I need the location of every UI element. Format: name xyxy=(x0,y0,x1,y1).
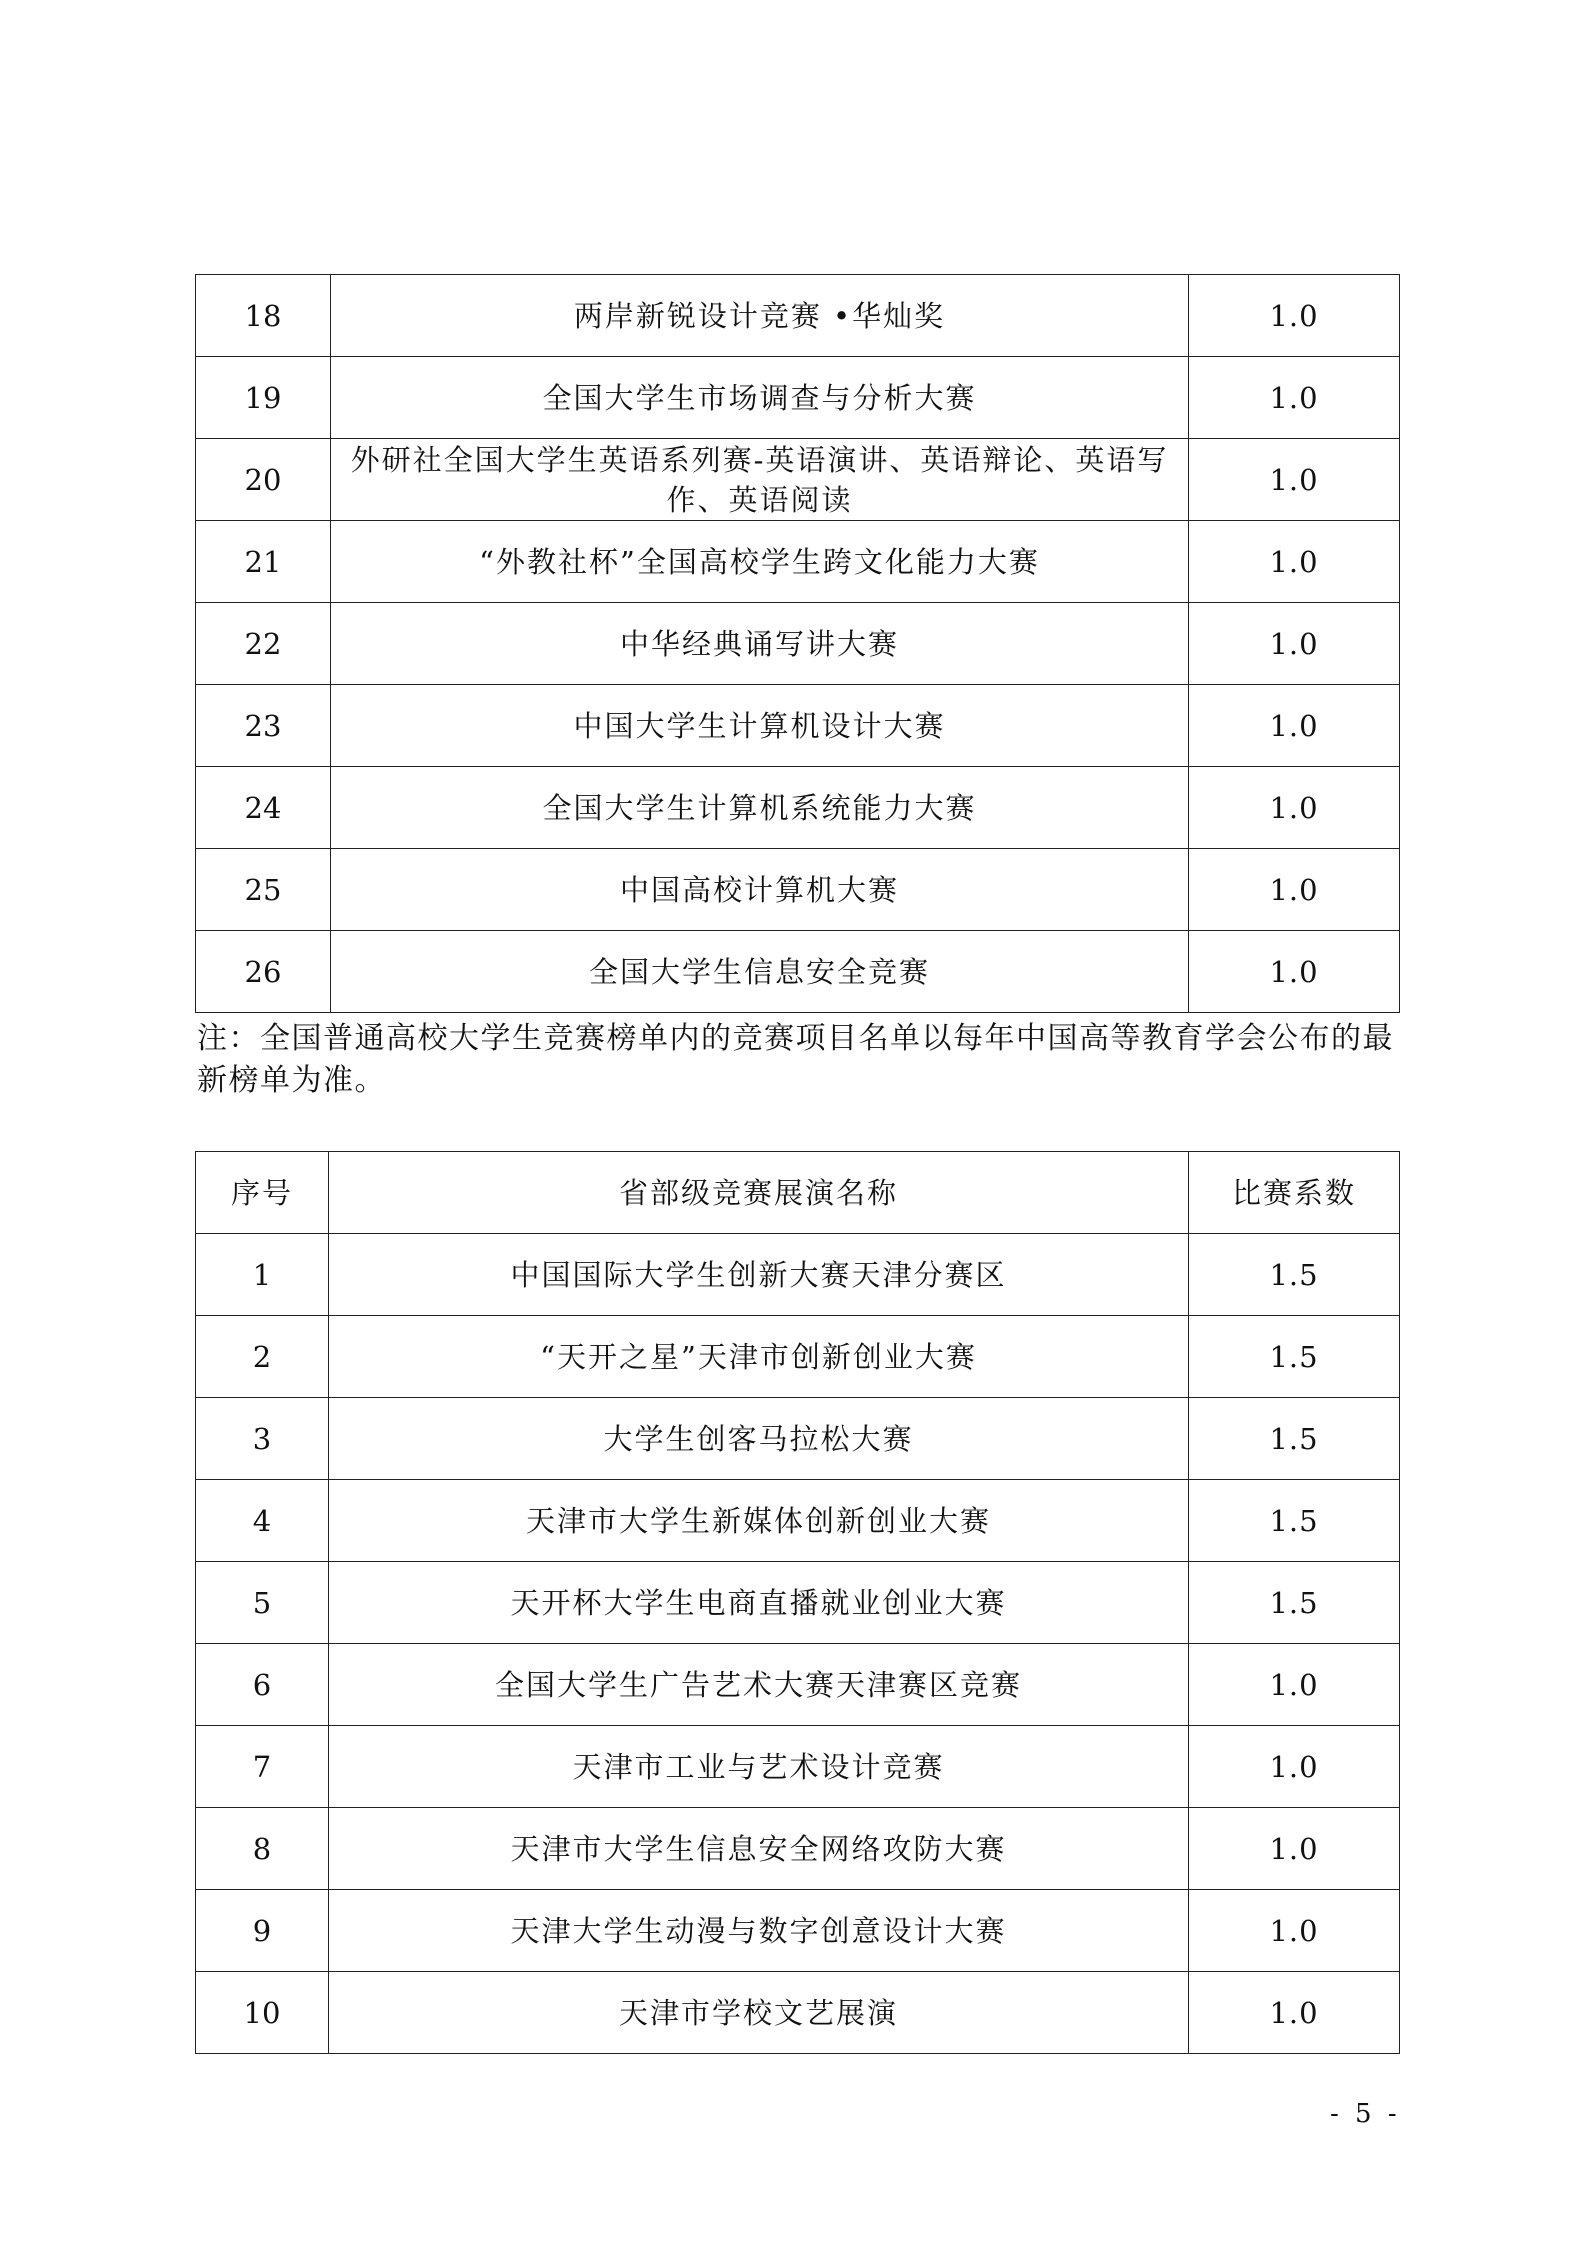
competition-coefficient: 1.0 xyxy=(1189,1972,1400,2054)
row-number: 4 xyxy=(196,1480,329,1562)
competition-table-provincial xyxy=(195,1151,1400,2054)
competition-name: 天津市工业与艺术设计竞赛 xyxy=(329,1726,1189,1808)
competition-coefficient: 1.0 xyxy=(1189,767,1400,849)
competition-coefficient: 1.5 xyxy=(1189,1316,1400,1398)
competition-coefficient: 1.5 xyxy=(1189,1234,1400,1316)
table-row xyxy=(196,1644,1400,1726)
competition-coefficient: 1.0 xyxy=(1189,931,1400,1013)
row-number: 8 xyxy=(196,1808,329,1890)
table-row xyxy=(196,849,1400,931)
row-number: 10 xyxy=(196,1972,329,2054)
competition-name: 中国大学生计算机设计大赛 xyxy=(331,685,1189,767)
competition-name: 中国国际大学生创新大赛天津分赛区 xyxy=(329,1234,1189,1316)
competition-coefficient: 1.5 xyxy=(1189,1562,1400,1644)
row-number: 26 xyxy=(196,931,331,1013)
competition-coefficient: 1.0 xyxy=(1189,1644,1400,1726)
competition-coefficient: 1.5 xyxy=(1189,1398,1400,1480)
competition-name: 天津市学校文艺展演 xyxy=(329,1972,1189,2054)
row-number: 24 xyxy=(196,767,331,849)
row-number: 25 xyxy=(196,849,331,931)
header-number: 序号 xyxy=(196,1152,329,1234)
table-row xyxy=(196,685,1400,767)
competition-name: “天开之星”天津市创新创业大赛 xyxy=(329,1316,1189,1398)
page-number: - 5 - xyxy=(1330,2099,1401,2129)
table-header-row xyxy=(196,1152,1400,1234)
row-number: 9 xyxy=(196,1890,329,1972)
table-row xyxy=(196,767,1400,849)
competition-coefficient: 1.0 xyxy=(1189,1890,1400,1972)
competition-coefficient: 1.0 xyxy=(1189,357,1400,439)
row-number: 23 xyxy=(196,685,331,767)
row-number: 20 xyxy=(196,439,331,521)
row-number: 22 xyxy=(196,603,331,685)
row-number: 7 xyxy=(196,1726,329,1808)
table-row xyxy=(196,1808,1400,1890)
competition-name: 天津市大学生信息安全网络攻防大赛 xyxy=(329,1808,1189,1890)
competition-name: 天津大学生动漫与数字创意设计大赛 xyxy=(329,1890,1189,1972)
row-number: 3 xyxy=(196,1398,329,1480)
competition-name: 两岸新锐设计竞赛 •华灿奖 xyxy=(331,275,1189,357)
competition-coefficient: 1.0 xyxy=(1189,849,1400,931)
row-number: 6 xyxy=(196,1644,329,1726)
table-row xyxy=(196,931,1400,1013)
competition-name: 全国大学生市场调查与分析大赛 xyxy=(331,357,1189,439)
table-row xyxy=(196,1726,1400,1808)
competition-name: 天开杯大学生电商直播就业创业大赛 xyxy=(329,1562,1189,1644)
competition-name: 全国大学生广告艺术大赛天津赛区竞赛 xyxy=(329,1644,1189,1726)
competition-name: 大学生创客马拉松大赛 xyxy=(329,1398,1189,1480)
header-name: 省部级竞赛展演名称 xyxy=(329,1152,1189,1234)
row-number: 5 xyxy=(196,1562,329,1644)
table-row xyxy=(196,439,1400,521)
competition-name: 中国高校计算机大赛 xyxy=(331,849,1189,931)
competition-name: 全国大学生信息安全竞赛 xyxy=(331,931,1189,1013)
table-row xyxy=(196,1316,1400,1398)
table-row xyxy=(196,275,1400,357)
row-number: 18 xyxy=(196,275,331,357)
competition-coefficient: 1.0 xyxy=(1189,521,1400,603)
table-row xyxy=(196,357,1400,439)
competition-name: 天津市大学生新媒体创新创业大赛 xyxy=(329,1480,1189,1562)
competition-coefficient: 1.0 xyxy=(1189,275,1400,357)
row-number: 19 xyxy=(196,357,331,439)
competition-name: 中华经典诵写讲大赛 xyxy=(331,603,1189,685)
table-row xyxy=(196,521,1400,603)
row-number: 1 xyxy=(196,1234,329,1316)
competition-name: 全国大学生计算机系统能力大赛 xyxy=(331,767,1189,849)
competition-coefficient: 1.0 xyxy=(1189,603,1400,685)
table-row xyxy=(196,1234,1400,1316)
table-row xyxy=(196,603,1400,685)
competition-coefficient: 1.0 xyxy=(1189,439,1400,521)
header-coefficient: 比赛系数 xyxy=(1189,1152,1400,1234)
competition-coefficient: 1.0 xyxy=(1189,685,1400,767)
table-note: 注：全国普通高校大学生竞赛榜单内的竞赛项目名单以每年中国高等教育学会公布的最新榜单为准。 xyxy=(197,1021,1394,1098)
table-row xyxy=(196,1562,1400,1644)
competition-coefficient: 1.0 xyxy=(1189,1808,1400,1890)
competition-coefficient: 1.0 xyxy=(1189,1726,1400,1808)
competition-name: “外教社杯”全国高校学生跨文化能力大赛 xyxy=(331,521,1189,603)
table-row xyxy=(196,1890,1400,1972)
competition-table-national xyxy=(195,274,1400,1013)
table-row xyxy=(196,1972,1400,2054)
row-number: 2 xyxy=(196,1316,329,1398)
competition-name: 外研社全国大学生英语系列赛-英语演讲、英语辩论、英语写作、英语阅读 xyxy=(331,439,1189,521)
table-row xyxy=(196,1398,1400,1480)
row-number: 21 xyxy=(196,521,331,603)
competition-coefficient: 1.5 xyxy=(1189,1480,1400,1562)
table-row xyxy=(196,1480,1400,1562)
